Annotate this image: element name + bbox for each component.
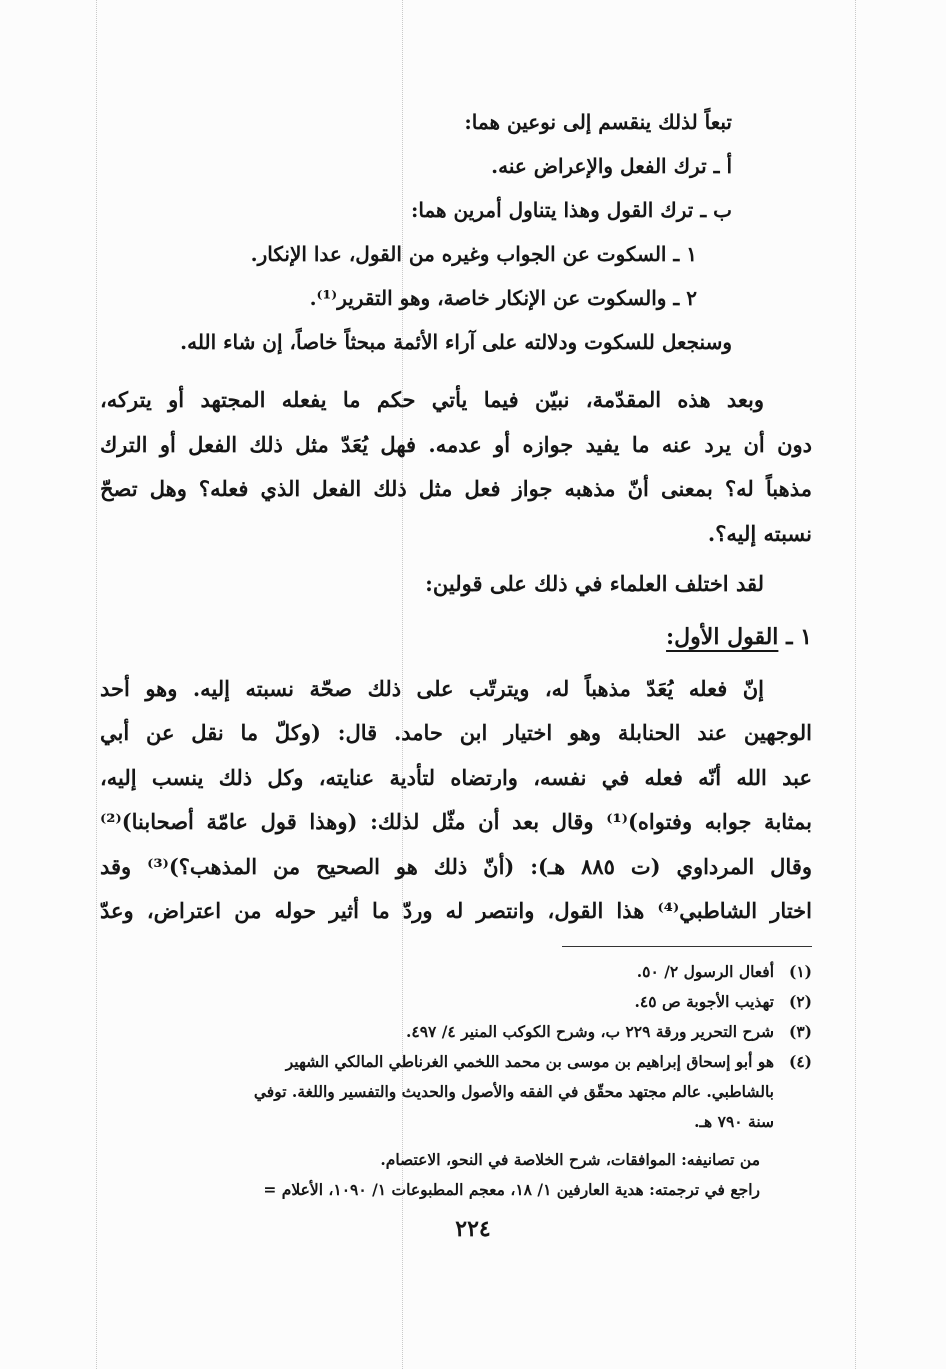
intro-line: أ ـ ترك الفعل والإعراض عنه. [491, 154, 732, 178]
footnote-number: (٤) [788, 1051, 812, 1071]
paragraph-line: دون أن يرد عنه ما يفيد جوازه أو عدمه. فهل يُعَدّ مثل ذلك الفعل أو الترك [100, 431, 812, 457]
footnote-number: (١) [788, 961, 812, 981]
paragraph-line: نسبته إليه؟. [707, 520, 812, 546]
footnote-text: أفعال الرسول ٢/ ٥٠. [636, 961, 774, 981]
footnotes [100, 957, 812, 1205]
footnote-1 [100, 957, 812, 987]
footnote-works: من تصانيفه: الموافقات، شرح الخلاصة في النحو، الاعتصام. [380, 1149, 760, 1169]
paragraph-line: اختار الشاطبي⁽⁴⁾ هذا القول، وانتصر له وردّ ما أثير حوله من اعتراض، وعدّ [100, 898, 812, 923]
intro-line: ب ـ ترك القول وهذا يتناول أمرين هما: [410, 198, 732, 222]
footnote-continuation: سنة ٧٩٠ هـ. [694, 1111, 774, 1131]
footnote-text: تهذيب الأجوبة ص ٤٥. [634, 991, 774, 1011]
paragraph-line: وبعد هذه المقدّمة، نبيّن فيما يأتي حكم ما يفعله المجتهد أو يتركه، [100, 387, 764, 412]
paragraph-line: إنّ فعله يُعَدّ مذهباً له، ويترتّب على ذلك صحّة نسبته إليه. وهو أحد [100, 675, 764, 701]
paragraph-line: عبد الله أنّه فعله في نفسه، وارتضاه لتأدية عنايته، وكل ذلك ينسب إليه، [100, 764, 812, 790]
intro-block [100, 100, 812, 364]
footnote-4 [100, 1047, 812, 1077]
heading-title: القول الأول: [666, 623, 779, 650]
section-heading [100, 613, 812, 661]
footnote-number: (٢) [788, 991, 812, 1011]
intro-line: وسنجعل للسكوت ودلالته على آراء الأئمة مبحثاً خاصاً، إن شاء الله. [180, 330, 732, 354]
footnote-2 [100, 987, 812, 1017]
page-guide-line [855, 0, 856, 1369]
footnote-3 [100, 1017, 812, 1047]
footnote-number: (٣) [788, 1021, 812, 1041]
page-guide-line [96, 0, 97, 1369]
intro-line: ١ ـ السكوت عن الجواب وغيره من القول، عدا الإنكار. [250, 242, 697, 266]
paragraph-line: بمثابة جوابه وفتواه)⁽¹⁾ وقال بعد أن مثّل لذلك: (وهذا قول عامّة أصحابنا)⁽²⁾ [100, 809, 813, 834]
footnote-references: راجع في ترجمته: هدية العارفين ١/ ١٨، معجم المطبوعات ١/ ١٠٩٠، الأعلام = [263, 1179, 760, 1199]
paragraph-1 [100, 378, 812, 556]
paragraph-3 [100, 667, 812, 934]
paragraph-line: وقال المرداوي (ت ٨٨٥ هـ): (أنّ ذلك هو الصحيح من المذهب؟)⁽³⁾ وقد [100, 853, 812, 879]
heading-number: ١ ـ [786, 623, 812, 650]
footnote-text: شرح التحرير ورقة ٢٢٩ ب، وشرح الكوكب المنير ٤/ ٤٩٧. [405, 1021, 774, 1041]
paragraph-line: الوجهين عند الحنابلة وهو اختيار ابن حامد. قال: (وكلّ ما نقل عن أبي [100, 720, 812, 745]
intro-line: ٢ ـ والسكوت عن الإنكار خاصة، وهو التقرير⁽¹⁾. [309, 286, 697, 310]
footnote-continuation: بالشاطبي. عالم مجتهد محقّق في الفقه والأصول والحديث والتفسير واللغة. توفي [253, 1081, 774, 1101]
paragraph-2: لقد اختلف العلماء في ذلك على قولين: [425, 571, 764, 596]
page-content [100, 100, 812, 1205]
footnote-text: هو أبو إسحاق إبراهيم بن موسى بن محمد اللخمي الغرناطي المالكي الشهير [285, 1051, 774, 1071]
paragraph-line: مذهباً له؟ بمعنى أنّ مذهبه جواز فعل مثل ذلك الفعل الذي فعله؟ وهل تصحّ [100, 476, 812, 501]
footnote-separator [562, 946, 812, 947]
page-number: ٢٢٤ [455, 1216, 491, 1242]
intro-line: تبعاً لذلك ينقسم إلى نوعين هما: [464, 110, 732, 134]
